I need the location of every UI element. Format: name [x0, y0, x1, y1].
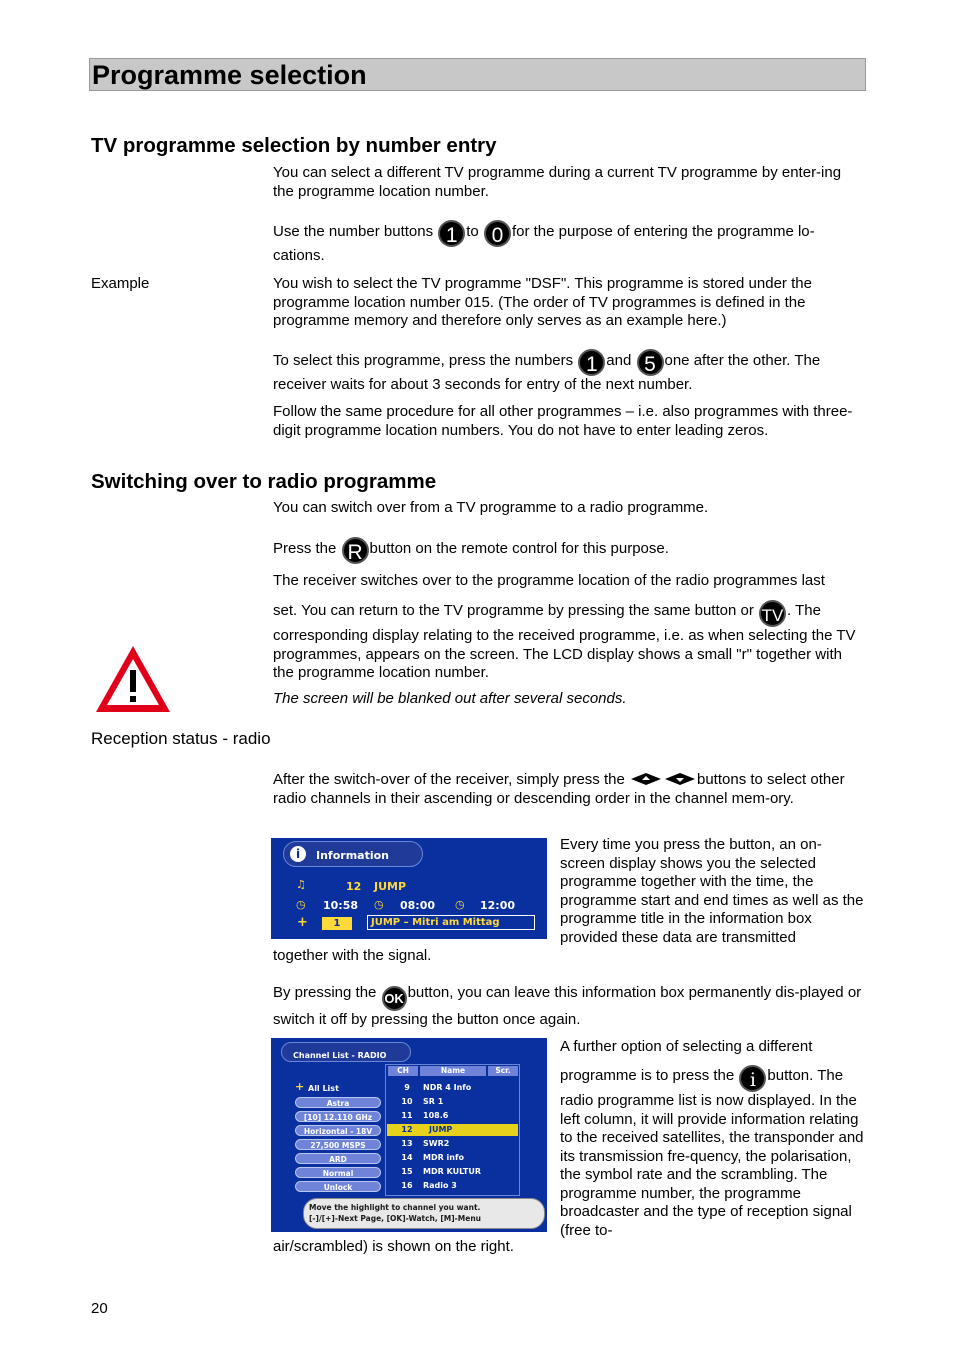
channel-name: SR 1 [423, 1097, 444, 1106]
end-time: 12:00 [480, 899, 516, 912]
channel-name: JUMP [429, 1125, 453, 1134]
channel-number: 11 [401, 1111, 413, 1120]
title-bar [89, 58, 866, 91]
information-screen [271, 838, 547, 939]
channel-name: MDR info [423, 1153, 464, 1162]
info-title: Information [316, 849, 389, 862]
list-item[interactable] [387, 1110, 518, 1122]
radio-button-icon: R [342, 537, 369, 564]
warning-icon [93, 643, 173, 715]
channel-number: 15 [401, 1167, 413, 1176]
number-5-button-icon: 5 [637, 349, 664, 376]
page-number: 20 [91, 1300, 108, 1317]
list-item[interactable] [387, 1124, 518, 1136]
paragraph: set. You can return to the TV programme by pressing the same button or TV . The corresponding display relating to the received programme, i.e. as when selecting the TV programmes, appears on the screen. The LCD display shows a small "r" together with the programme location number. [273, 602, 856, 681]
note-text: The screen will be blanked out after several seconds. [273, 690, 627, 707]
number-1-button-icon: 1 [438, 220, 465, 247]
channel-number: 12 [401, 1125, 413, 1134]
programme-title-box: JUMP – Mitri am Mittag [367, 915, 535, 930]
start-time: 08:00 [400, 899, 436, 912]
satellite-info-item: Horizontal - 18V [295, 1125, 381, 1136]
ok-button-icon: OK [382, 986, 407, 1011]
list-item[interactable] [387, 1152, 518, 1164]
channel-number: 14 [401, 1153, 413, 1162]
paragraph: To select this programme, press the numbers 1 and 5 one after the other. The receiver waits for about 3 seconds for entry of the next number. [273, 349, 865, 395]
plus-icon: + [297, 915, 308, 930]
channel-number: 16 [401, 1181, 413, 1190]
paragraph: Press the R button on the remote control for this purpose. [273, 537, 865, 564]
footer-help: Move the highlight to channel you want. [-]/[+]-Next Page, [OK]-Watch, [M]-Menu [309, 1203, 482, 1223]
paragraph: By pressing the OK button, you can leave this information box permanently dis-played or switch it off by pressing the button once again. [273, 984, 862, 1028]
clock-icon: ◷ [296, 898, 306, 911]
paragraph: You can select a different TV programme during a current TV programme by enter-ing the programme location number. [273, 164, 842, 200]
channel-name: MDR KULTUR [423, 1167, 481, 1176]
arrow-down-button-icon [663, 772, 697, 786]
tv-button-icon: TV [759, 600, 786, 627]
paragraph: air/scrambled) is shown on the right. [273, 1238, 514, 1255]
list-item[interactable] [387, 1138, 518, 1150]
paragraph: You wish to select the TV programme "DSF". This programme is stored under the programme location number 015. (The order of TV programmes is defined in the programme memory and therefore only serves as an example here.) [273, 275, 812, 329]
number-0-button-icon: 0 [484, 220, 511, 247]
badge: 1 [322, 917, 352, 930]
current-time: 10:58 [323, 899, 359, 912]
satellite-info-item: [10] 12.110 GHz [295, 1111, 381, 1122]
arrow-up-button-icon [629, 772, 663, 786]
satellite-info-item: Normal [295, 1167, 381, 1178]
end-icon: ◷ [455, 898, 465, 911]
all-list-label: All List [308, 1084, 339, 1093]
channel-name: Radio 3 [423, 1181, 457, 1190]
list-item[interactable] [387, 1180, 518, 1192]
paragraph: A further option of selecting a different [560, 1038, 813, 1055]
channel-name: NDR 4 Info [423, 1083, 472, 1092]
plus-icon: + [295, 1080, 305, 1093]
number-1-button-icon: 1 [578, 349, 605, 376]
section-heading-number-entry: TV programme selection by number entry [91, 134, 497, 157]
info-button-icon: i [739, 1065, 766, 1092]
list-item[interactable] [387, 1096, 518, 1108]
paragraph: together with the signal. [273, 947, 432, 964]
paragraph: Follow the same procedure for all other programmes – i.e. also programmes with three-digit programme location numbers. You do not have to enter leading zeros. [273, 403, 853, 439]
col-scr: Scr. [488, 1066, 518, 1076]
satellite-info-item: ARD [295, 1153, 381, 1164]
channel-name: SWR2 [423, 1139, 450, 1148]
example-label: Example [91, 275, 150, 292]
col-name: Name [420, 1066, 486, 1076]
radio-icon: ♫ [296, 878, 306, 891]
paragraph: You can switch over from a TV programme to a radio programme. [273, 499, 709, 516]
list-item[interactable] [387, 1166, 518, 1178]
page-title: Programme selection [92, 60, 367, 90]
info-icon: i [290, 846, 306, 862]
channel-name: 108.6 [423, 1111, 449, 1120]
channel-number: 10 [401, 1097, 413, 1106]
channel-list-screen [271, 1038, 547, 1232]
paragraph: Every time you press the button, an on-screen display shows you the selected programme together with the time, the programme start and end times as well as the programme title in the information box provided these data are transmitted [560, 836, 864, 946]
paragraph: The receiver switches over to the programme location of the radio programmes last [273, 572, 825, 589]
channel-table [385, 1064, 520, 1196]
channel-number: 12 [346, 880, 362, 893]
satellite-info-item: 27,500 MSPS [295, 1139, 381, 1150]
paragraph: Use the number buttons 1 to 0 for the purpose of entering the programme lo-cations. [273, 220, 865, 266]
paragraph: programme is to press the i button. The radio programme list is now displayed. In the left column, it will provide information relating to the received satellites, the transponder and its transmission fre-quency, the polarisation, the symbol rate and the scrambling. The programme number, the programme broadcaster and the type of reception signal (free to- [560, 1067, 864, 1239]
start-icon: ◷ [374, 898, 384, 911]
satellite-info-item: Unlock [295, 1181, 381, 1192]
col-ch: CH [388, 1066, 418, 1076]
reception-status-label: Reception status - radio [91, 729, 271, 748]
channel-number: 13 [401, 1139, 413, 1148]
list-item[interactable] [387, 1082, 518, 1094]
channel-name: JUMP [374, 880, 407, 893]
paragraph: After the switch-over of the receiver, simply press the buttons to select other radio channels in their ascending or descending order in the channel mem-ory. [273, 771, 845, 807]
channel-number: 9 [404, 1083, 410, 1092]
satellite-info-item: Astra [295, 1097, 381, 1108]
section-heading-radio: Switching over to radio programme [91, 470, 437, 493]
list-title: Channel List - RADIO [293, 1051, 387, 1060]
